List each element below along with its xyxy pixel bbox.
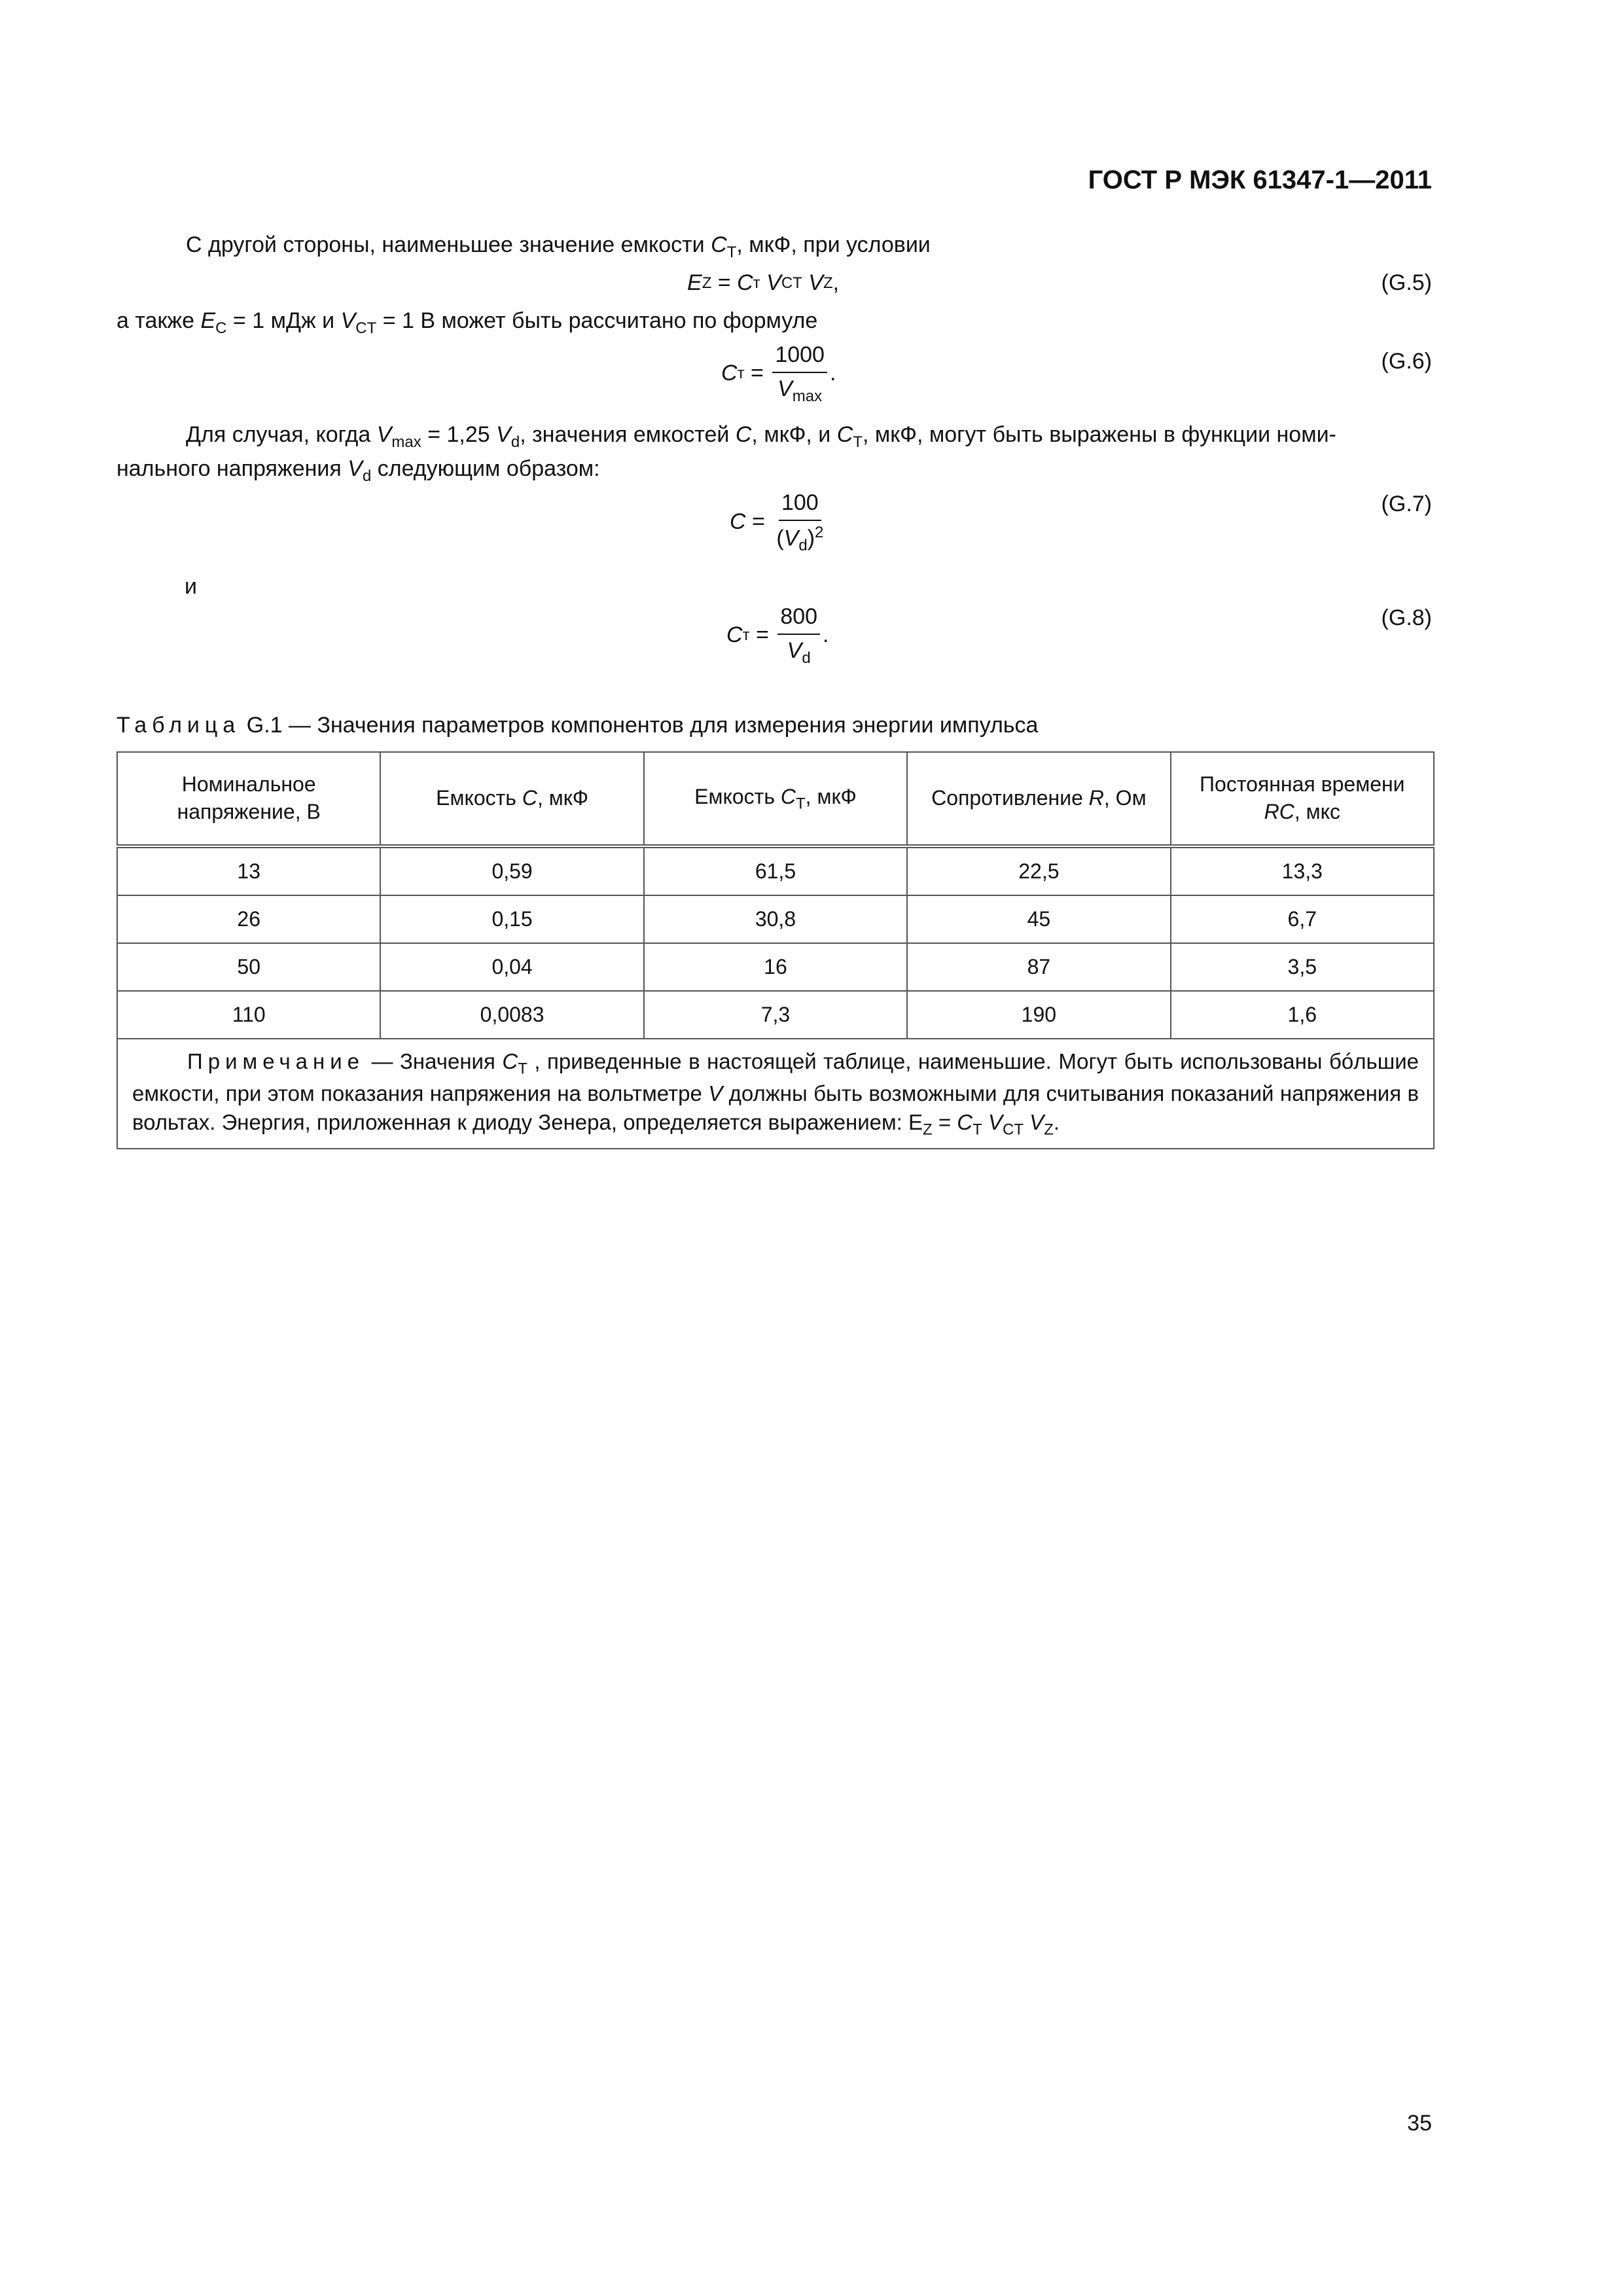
para3-e: , мкФ, могут быть выражены в функции номи- [862,422,1336,447]
note-v3: V [1029,1109,1044,1134]
para2-a: а также [116,308,201,333]
equation-g6: C т = $\frac{1000}{V_{max}}$ . [721,340,836,407]
note-f [1024,1110,1029,1134]
para3-v2-sub: d [510,433,520,451]
g7-den-close: ) [807,526,815,551]
equation-number-g8: (G.8) [1381,605,1432,630]
header-2-sub: T [796,795,806,813]
para1-sub: T [726,243,737,261]
cell-c: 0,15 [380,895,643,943]
cell-r: 45 [907,895,1170,943]
cell-r: 190 [907,991,1170,1039]
header-1-var: C [522,786,537,810]
paragraph-cases-line2 [116,454,1433,487]
cell-r: 87 [907,943,1170,991]
cell-rc: 1,6 [1171,991,1434,1039]
note-c2: C [957,1109,973,1134]
header-time-constant [1171,752,1434,846]
para3-v1: V [376,422,392,447]
equation-g5: E Z = C т V CT V Z , [687,268,839,298]
g6-lhs: C [721,361,738,386]
g6-fraction [772,340,827,407]
cell-c: 0,04 [380,943,643,991]
g7-denominator [774,521,826,557]
g5-equals: = [711,270,738,295]
g6-den-sub: max [792,387,823,405]
equation-g7: C = $\frac{100}{(V_d)^2}$ [730,488,829,556]
para3-line2b: следующим образом: [371,456,600,481]
g8-denominator [785,635,813,669]
g7-den-sub: d [798,537,808,555]
header-2-var: C [780,784,796,808]
para3-a: Для случая, когда [186,422,377,447]
header-capacitance-c [380,752,643,846]
para3-ct: C [836,422,853,447]
header-3-pre: Сопротивление [931,786,1089,810]
header-resistance [907,752,1170,846]
header-3-post: , Ом [1103,786,1147,810]
table-row [117,991,1434,1039]
equation-number-g7: (G.7) [1381,492,1432,516]
page-number: 35 [1407,2111,1432,2136]
table-row [117,895,1434,943]
g6-den-var: V [777,376,793,401]
g6-denominator [775,373,825,407]
cell-voltage: 26 [117,895,380,943]
para1-var: C [711,232,727,257]
note-c: C [502,1049,518,1073]
table-caption-label: Таблица [116,713,241,738]
note-c2-sub: T [972,1121,982,1139]
note-c-text: должны быть возможными для считывания показаний напряжения в вольтах. Энергия, приложенная к диоду Зенера, определяется выражением: E [132,1081,1419,1134]
para3-d: , мкФ, и [751,422,837,447]
para2-tail: = 1 В может быть рассчитано по формуле [376,308,818,333]
header-4-var: RC [1264,800,1294,823]
cell-c: 0,59 [380,846,643,895]
header-0-line1: Номинальное [181,772,316,797]
para2-v-sub: CT [355,319,377,337]
g6-lhs-sub: т [737,364,745,382]
para2-e: E [200,308,216,333]
note-v3-sub: Z [1044,1121,1054,1139]
cell-c: 0,0083 [380,991,643,1039]
note-e [982,1110,988,1134]
note-b: , приведенные в настоящей таблице, наименьшие. Могут быть использованы бóльшие емкости, при этом показания напряжения на вольтметре [132,1049,1419,1106]
conjunction-and: и [185,574,197,599]
g8-den-var: V [787,637,802,663]
g8-numerator: 800 [777,602,820,635]
para3-v3: V [348,456,363,481]
para1-tail: , мкФ, при условии [736,232,931,257]
g7-den-var: V [783,526,799,551]
header-4-post: , мкс [1294,800,1340,823]
cell-rc: 6,7 [1171,895,1434,943]
header-1-pre: Емкость [436,786,522,810]
para1-text: С другой стороны, наименьшее значение емкости [186,232,711,257]
table-row [117,846,1434,895]
g8-den-sub: d [802,649,811,667]
cell-voltage: 13 [117,846,380,895]
paragraph-conditions [116,306,1433,339]
header-1-post: , мкФ [537,786,589,810]
g5-c-sub: т [753,274,760,292]
paragraph-cases [116,420,1433,453]
table-caption-text: G.1 — Значения параметров компонентов для измерения энергии импульса [240,713,1039,738]
paragraph-intro [116,230,1433,263]
note-v: V [708,1081,723,1106]
header-3-var: R [1088,786,1104,810]
g5-vz: V [808,270,823,295]
note-c-sub: T [518,1060,527,1078]
g5-e-sub: Z [702,274,712,292]
note-v2-sub: CT [1003,1121,1024,1139]
para3-line2a: нального напряжения [116,456,348,481]
parameters-table [116,751,1435,1149]
cell-rc: 13,3 [1171,846,1434,895]
g5-e: E [687,270,702,295]
para3-b: = 1,25 [421,422,497,447]
cell-rc: 3,5 [1171,943,1434,991]
para2-v: V [340,308,356,333]
table-caption [116,711,1038,741]
g7-den-sup: 2 [815,523,824,541]
g5-v-sub: CT [781,274,802,292]
para3-c: , значения емкостей [520,422,736,447]
header-2-post: , мкФ [805,784,857,808]
note-v2: V [988,1109,1003,1134]
para3-v2: V [496,422,511,447]
g5-v: V [766,270,781,295]
para2-mid: = 1 мДж и [226,308,341,333]
para2-e-sub: C [215,319,227,337]
note-ez-sub: Z [923,1121,933,1139]
para3-ct-sub: T [853,433,863,451]
g5-c: C [737,270,753,295]
g7-lhs: C [730,509,746,535]
g7-fraction [774,488,826,556]
cell-voltage: 110 [117,991,380,1039]
g8-lhs-sub: т [742,626,750,644]
note-label: Примечание [187,1049,365,1073]
para3-cvar: C [735,422,752,447]
note-a: — Значения [365,1049,503,1073]
header-4-line1: Постоянная времени [1200,772,1405,797]
g5-vz-sub: Z [823,274,833,292]
document-header: ГОСТ Р МЭК 61347-1—2011 [1088,166,1432,194]
cell-r: 22,5 [907,846,1170,895]
equation-number-g6: (G.6) [1381,349,1432,374]
cell-ct: 16 [644,943,907,991]
header-capacitance-ct [644,752,907,846]
cell-voltage: 50 [117,943,380,991]
g8-lhs: C [726,622,743,648]
note-d: = [932,1109,957,1134]
equation-g8: C т = $\frac{800}{V_d}$ . [726,602,829,669]
table-header-row [117,752,1434,846]
header-nominal-voltage [117,752,380,846]
cell-ct: 61,5 [644,846,907,895]
header-0-line2: напряжение, В [177,800,321,823]
note-g: . [1053,1109,1060,1134]
g6-numerator: 1000 [772,340,827,373]
cell-ct: 30,8 [644,895,907,943]
header-2-pre: Емкость [694,784,781,808]
cell-ct: 7,3 [644,991,907,1039]
para3-v3-sub: d [362,467,372,485]
g7-den-open: ( [776,526,784,551]
para3-v1-sub: max [391,433,421,451]
equation-number-g5: (G.5) [1381,270,1432,295]
table-row [117,943,1434,991]
g8-fraction [777,602,820,669]
table-note-row [117,1039,1434,1149]
g7-numerator: 100 [779,488,821,521]
table-note [117,1039,1434,1149]
